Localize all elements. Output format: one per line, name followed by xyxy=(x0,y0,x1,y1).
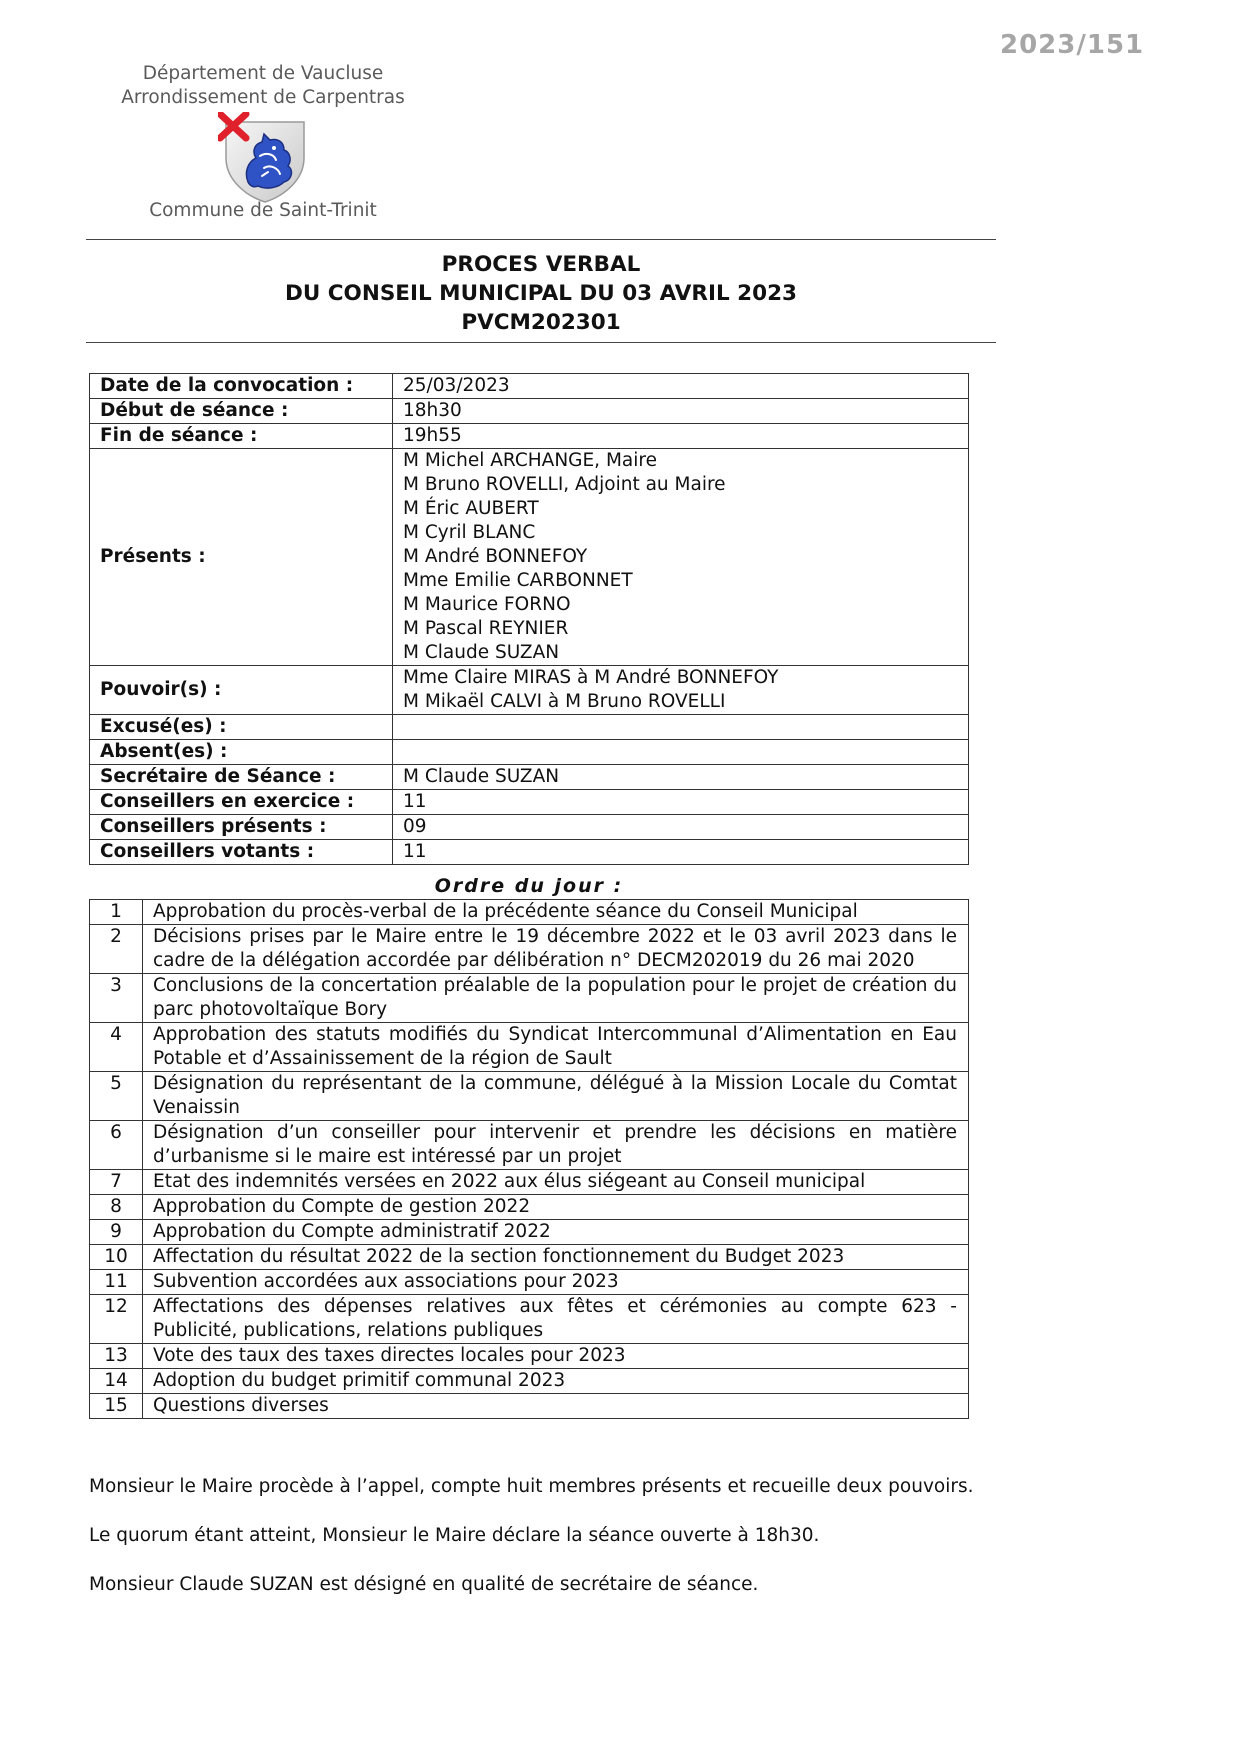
agenda-text: Désignation d’un conseiller pour intervenir et prendre les décisions en matière d’urbanisme si le maire est intéressé par un projet xyxy=(143,1121,969,1170)
document-title xyxy=(86,250,996,337)
agenda-number: 12 xyxy=(90,1295,143,1344)
agenda-table xyxy=(89,899,969,1419)
table-row xyxy=(90,1295,969,1344)
exercice-value: 11 xyxy=(393,790,969,815)
agenda-text: Etat des indemnités versées en 2022 aux élus siégeant au Conseil municipal xyxy=(143,1170,969,1195)
votants-label: Conseillers votants : xyxy=(90,840,393,865)
table-row xyxy=(90,1394,969,1419)
agenda-number: 15 xyxy=(90,1394,143,1419)
agenda-number: 2 xyxy=(90,925,143,974)
excuses-label: Excusé(es) : xyxy=(90,715,393,740)
agenda-text: Approbation du Compte administratif 2022 xyxy=(143,1220,969,1245)
fin-value: 19h55 xyxy=(393,424,969,449)
agenda-text: Conclusions de la concertation préalable de la population pour le projet de création du parc photovoltaïque Bory xyxy=(143,974,969,1023)
agenda-number: 6 xyxy=(90,1121,143,1170)
present-member: M Éric AUBERT xyxy=(403,498,539,519)
title-line-1: PROCES VERBAL xyxy=(441,252,641,277)
paragraph-secretaire: Monsieur Claude SUZAN est désigné en qualité de secrétaire de séance. xyxy=(89,1574,759,1595)
presents-label: Présents : xyxy=(90,449,393,666)
header-block xyxy=(108,62,418,110)
agenda-number: 3 xyxy=(90,974,143,1023)
table-row xyxy=(90,1344,969,1369)
table-row xyxy=(90,449,969,666)
present-member: M Michel ARCHANGE, Maire xyxy=(403,450,657,471)
table-row xyxy=(90,1369,969,1394)
table-row xyxy=(90,715,969,740)
table-row xyxy=(90,1245,969,1270)
paragraph-quorum: Le quorum étant atteint, Monsieur le Maire déclare la séance ouverte à 18h30. xyxy=(89,1525,820,1546)
present-member: Mme Emilie CARBONNET xyxy=(403,570,633,591)
agenda-text: Approbation des statuts modifiés du Syndicat Intercommunal d’Alimentation en Eau Potable et d’Assainissement de la région de Sault xyxy=(143,1023,969,1072)
agenda-text: Affectations des dépenses relatives aux fêtes et cérémonies au compte 623 - Publicité, publications, relations publiques xyxy=(143,1295,969,1344)
agenda-number: 10 xyxy=(90,1245,143,1270)
table-row xyxy=(90,1170,969,1195)
excuses-value xyxy=(393,715,969,740)
presents-list xyxy=(393,449,969,666)
commune-name: Commune de Saint-Trinit xyxy=(149,200,377,221)
agenda-text: Approbation du Compte de gestion 2022 xyxy=(143,1195,969,1220)
table-row xyxy=(90,1270,969,1295)
coat-of-arms-icon xyxy=(218,112,312,204)
agenda-text: Désignation du représentant de la commune, délégué à la Mission Locale du Comtat Venaissin xyxy=(143,1072,969,1121)
agenda-text: Adoption du budget primitif communal 2023 xyxy=(143,1369,969,1394)
conseillers-presents-label: Conseillers présents : xyxy=(90,815,393,840)
agenda-text: Affectation du résultat 2022 de la section fonctionnement du Budget 2023 xyxy=(143,1245,969,1270)
table-row xyxy=(90,399,969,424)
title-divider xyxy=(86,342,996,343)
votants-value: 11 xyxy=(393,840,969,865)
table-row xyxy=(90,740,969,765)
session-info-table xyxy=(89,373,969,865)
debut-value: 18h30 xyxy=(393,399,969,424)
conseillers-presents-value: 09 xyxy=(393,815,969,840)
secretaire-value: M Claude SUZAN xyxy=(393,765,969,790)
absents-label: Absent(es) : xyxy=(90,740,393,765)
agenda-text: Questions diverses xyxy=(143,1394,969,1419)
present-member: M Claude SUZAN xyxy=(403,642,560,663)
debut-label: Début de séance : xyxy=(90,399,393,424)
agenda-number: 1 xyxy=(90,900,143,925)
present-member: M Cyril BLANC xyxy=(403,522,536,543)
pouvoir-entry: M Mikaël CALVI à M Bruno ROVELLI xyxy=(403,691,726,712)
convocation-label: Date de la convocation : xyxy=(90,374,393,399)
pouvoirs-label: Pouvoir(s) : xyxy=(90,666,393,715)
table-row xyxy=(90,1072,969,1121)
agenda-number: 4 xyxy=(90,1023,143,1072)
agenda-number: 8 xyxy=(90,1195,143,1220)
departement: Département de Vaucluse xyxy=(142,63,384,84)
agenda-text: Vote des taux des taxes directes locales pour 2023 xyxy=(143,1344,969,1369)
table-row xyxy=(90,974,969,1023)
table-row xyxy=(90,424,969,449)
table-row xyxy=(90,1023,969,1072)
table-row xyxy=(90,1195,969,1220)
pouvoirs-list xyxy=(393,666,969,715)
agenda-text: Approbation du procès-verbal de la précédente séance du Conseil Municipal xyxy=(143,900,969,925)
table-row xyxy=(90,1121,969,1170)
fin-label: Fin de séance : xyxy=(90,424,393,449)
present-member: M Bruno ROVELLI, Adjoint au Maire xyxy=(403,474,726,495)
agenda-number: 9 xyxy=(90,1220,143,1245)
table-row xyxy=(90,900,969,925)
agenda-number: 11 xyxy=(90,1270,143,1295)
paragraph-appel: Monsieur le Maire procède à l’appel, compte huit membres présents et recueille deux pouvoirs. xyxy=(89,1476,974,1497)
table-row xyxy=(90,925,969,974)
title-line-2: DU CONSEIL MUNICIPAL DU 03 AVRIL 2023 xyxy=(284,281,798,306)
agenda-number: 5 xyxy=(90,1072,143,1121)
table-row xyxy=(90,790,969,815)
present-member: M Pascal REYNIER xyxy=(403,618,569,639)
table-row xyxy=(90,1220,969,1245)
table-row xyxy=(90,815,969,840)
secretaire-label: Secrétaire de Séance : xyxy=(90,765,393,790)
agenda-number: 14 xyxy=(90,1369,143,1394)
present-member: M Maurice FORNO xyxy=(403,594,571,615)
agenda-number: 13 xyxy=(90,1344,143,1369)
absents-value xyxy=(393,740,969,765)
exercice-label: Conseillers en exercice : xyxy=(90,790,393,815)
table-row xyxy=(90,765,969,790)
pouvoir-entry: Mme Claire MIRAS à M André BONNEFOY xyxy=(403,667,779,688)
agenda-number: 7 xyxy=(90,1170,143,1195)
agenda-text: Subvention accordées aux associations pour 2023 xyxy=(143,1270,969,1295)
convocation-value: 25/03/2023 xyxy=(393,374,969,399)
present-member: M André BONNEFOY xyxy=(403,546,588,567)
table-row xyxy=(90,840,969,865)
agenda-title: Ordre du jour : xyxy=(434,875,624,897)
top-divider xyxy=(86,239,996,240)
page-number: 2023/151 xyxy=(1000,30,1145,60)
agenda-text: Décisions prises par le Maire entre le 19 décembre 2022 et le 03 avril 2023 dans le cadre de la délégation accordée par délibération n° DECM202019 du 26 mai 2020 xyxy=(143,925,969,974)
arrondissement: Arrondissement de Carpentras xyxy=(121,87,405,108)
table-row xyxy=(90,666,969,715)
title-line-3: PVCM202301 xyxy=(461,310,621,335)
table-row xyxy=(90,374,969,399)
